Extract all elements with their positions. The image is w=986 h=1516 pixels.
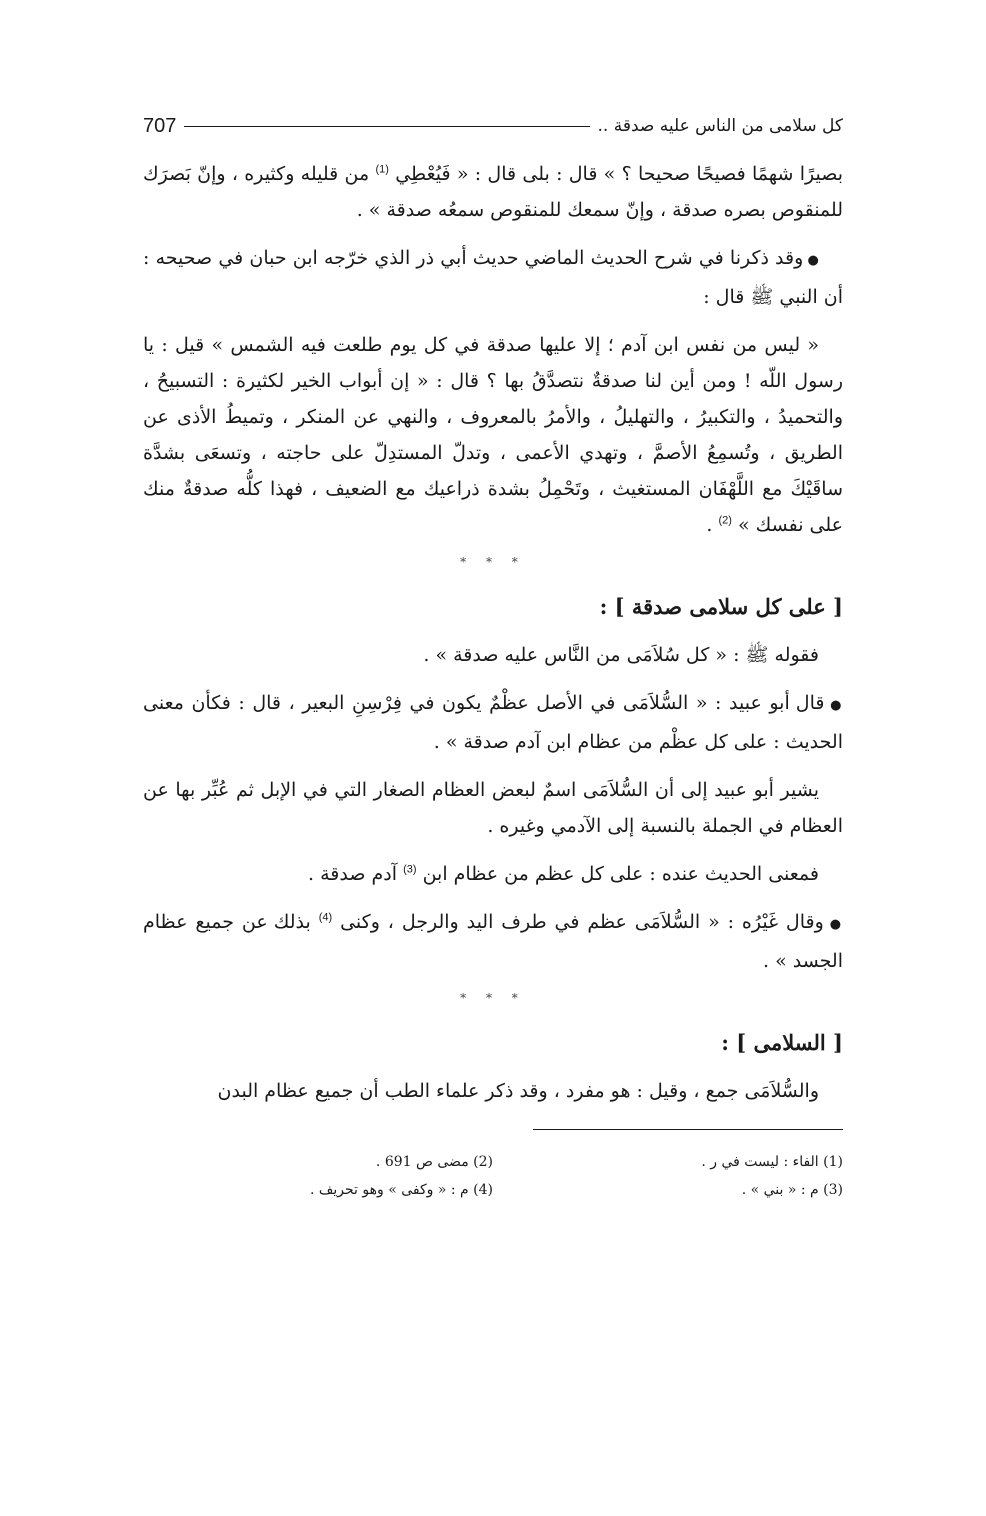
footnote-ref: (3) <box>403 863 417 876</box>
paragraph <box>143 156 843 228</box>
footnote-ref: (4) <box>318 911 333 924</box>
footnote-ref: (1) <box>375 163 389 176</box>
footnote-rule <box>533 1129 843 1130</box>
page-header <box>143 110 843 142</box>
paragraph: ● وقد ذكرنا في شرح الحديث الماضي حديث أبي ذر الذي خرّجه ابن حبان في صحيحه : أن النبي ﷺ قال : <box>143 240 843 315</box>
paragraph-text: فمعنى الحديث عنده : على كل عظم من عظام ابن <box>422 863 819 885</box>
paragraph: فقوله ﷺ : « كل سُلاَمَى من النَّاس عليه صدقة » . <box>423 644 819 666</box>
section-heading: [ على كل سلامى صدقة ] : <box>599 594 843 619</box>
paragraph <box>143 904 843 979</box>
footnote: (2) مضى ص 691 . <box>375 1154 493 1170</box>
paragraph-text: « ليس من نفس ابن آدم ؛ إلا عليها صدقة في كل يوم طلعت فيه الشمس » قيل : يا رسول اللّه ! ومن أين لنا صدقةٌ نتصدَّقُ بها ؟ قال : « إن أبواب الخير لكثيرة : التسبيحُ ، والتحميدُ ، والتكبيرُ ، والتهليلُ ، والأمرُ بالمعروف ، والنهي عن المنكر ، وتميطُ الأذى عن الطريق ، وتُسمِعُ الأصمَّ ، وتهدي الأعمى ، وتدلّ المستدِلّ على حاجته ، وتسعَى بشدَّة ساقَيْكَ مع اللَّهْفَان المستغيث ، وتَحْمِلُ بشدة ذراعيك مع الضعيف ، فهذا كلُّه صدقةٌ منك على نفسك » <box>143 334 844 536</box>
paragraph <box>143 856 843 892</box>
paragraph: والسُّلاَمَى جمع ، وقيل : هو مفرد ، وقد ذكر علماء الطب أن جميع عظام البدن <box>217 1080 819 1102</box>
paragraph-text: آدم صدقة . <box>308 863 398 885</box>
section-separator: * * * <box>460 555 526 569</box>
paragraph-text: . <box>706 514 713 536</box>
paragraph-text: بصيرًا شهمًا فصيحًا صحيحا ؟ » قال : بلى قال : « فَيُعْطِي <box>395 163 843 185</box>
paragraph-text: من قليله وكثيره ، وإنّ بَصرَك للمنقوص بصره صدقة ، وإنّ سمعك للمنقوص سمعُه صدقة » . <box>143 163 843 221</box>
footnote: (4) م : « وكفى » وهو تحريف . <box>309 1182 493 1198</box>
document-page <box>143 110 843 1204</box>
paragraph: يشير أبو عبيد إلى أن السُّلاَمَى اسمٌ لبعض العظام الصغار التي في الإبل ثم عُبِّر بها عن العظام في الجملة بالنسبة إلى الآدمي وغيره . <box>143 779 843 837</box>
footnote: (3) م : « بني » . <box>741 1182 843 1198</box>
paragraph-text: وقال غَيْرُه : « السُّلاَمَى عظم في طرف اليد والرجل ، وكنى <box>340 911 824 933</box>
footnotes <box>143 1148 843 1204</box>
hadith-quote <box>143 327 843 543</box>
header-rule <box>184 126 589 127</box>
page-number: 707 <box>143 114 177 137</box>
section-separator: * * * <box>460 991 526 1005</box>
paragraph: ● قال أبو عبيد : « السُّلاَمَى في الأصل عظْمٌ يكون في فِرْسِنِ البعير ، قال : فكأن معنى الحديث : على كل عظْم من عظام ابن آدم صدقة » . <box>143 685 843 760</box>
footnote: (1) الفاء : ليست في ر . <box>701 1154 843 1170</box>
running-title: كل سلامى من الناس عليه صدقة .. <box>597 116 843 136</box>
section-heading: [ السلامى ] : <box>721 1030 843 1055</box>
footnote-ref: (2) <box>718 514 732 527</box>
paragraph-text: بذلك عن جميع عظام الجسد » . <box>143 911 843 972</box>
